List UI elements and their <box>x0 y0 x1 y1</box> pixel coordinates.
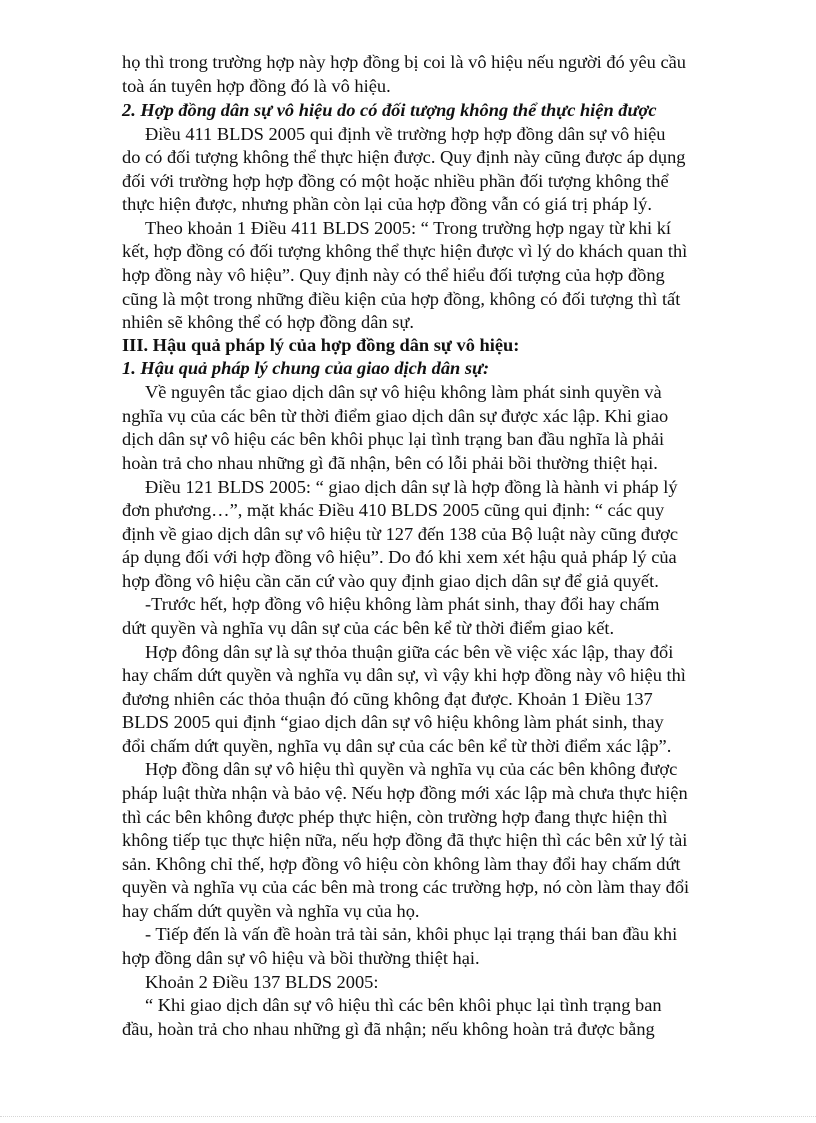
text-line: Điều 411 BLDS 2005 qui định về trường hợp hợp đồng dân sự vô hiệu <box>145 124 666 144</box>
section-heading: 2. Hợp đồng dân sự vô hiệu do có đối tượng không thể thực hiện được <box>122 100 657 120</box>
text-line: thực hiện được, nhưng phần còn lại của hợp đồng vẫn có giá trị pháp lý. <box>122 194 652 214</box>
text-line: hợp đồng vô hiệu cần căn cứ vào quy định giao dịch dân sự để giả quyết. <box>122 571 659 591</box>
text-line: dịch dân sự vô hiệu các bên khôi phục lại tình trạng ban đầu nghĩa là phải <box>122 429 665 449</box>
text-line: sản. Không chỉ thế, hợp đồng vô hiệu còn không làm thay đổi hay chấm dứt <box>122 854 681 874</box>
text-line: đơn phương…”, mặt khác Điều 410 BLDS 2005 cũng qui định: “ các quy <box>122 500 665 520</box>
text-line: đối với trường hợp hợp đồng có một hoặc nhiều phần đối tượng không thể <box>122 171 669 191</box>
text-line: Khoản 2 Điều 137 BLDS 2005: <box>145 972 379 992</box>
text-line: họ thì trong trường hợp này hợp đồng bị coi là vô hiệu nếu người đó yêu cầu <box>122 52 686 72</box>
text-line: kết, hợp đồng có đối tượng không thể thực hiện được vì lý do khách quan thì <box>122 241 688 261</box>
text-line: - Tiếp đến là vấn đề hoàn trả tài sản, khôi phục lại trạng thái ban đầu khi <box>145 924 678 944</box>
text-line: đương nhiên các thỏa thuận đó cũng không đạt được. Khoản 1 Điều 137 <box>122 689 653 709</box>
text-line: Về nguyên tắc giao dịch dân sự vô hiệu không làm phát sinh quyền và <box>145 382 662 402</box>
text-line: Điều 121 BLDS 2005: “ giao dịch dân sự là hợp đồng là hành vi pháp lý <box>145 477 678 497</box>
text-line: -Trước hết, hợp đồng vô hiệu không làm phát sinh, thay đổi hay chấm <box>145 594 660 614</box>
text-line: toà án tuyên hợp đồng đó là vô hiệu. <box>122 76 391 96</box>
text-line: quyền và nghĩa vụ của các bên mà trong các trường hợp, nó còn làm thay đổi <box>122 877 690 897</box>
text-line: BLDS 2005 qui định “giao dịch dân sự vô hiệu không làm phát sinh, thay <box>122 712 664 732</box>
text-line: pháp luật thừa nhận và bảo vệ. Nếu hợp đồng mới xác lập mà chưa thực hiện <box>122 783 688 803</box>
text-line: nhiên sẽ không thể có hợp đồng dân sự. <box>122 312 414 332</box>
text-line: “ Khi giao dịch dân sự vô hiệu thì các bên khôi phục lại tình trạng ban <box>145 995 662 1015</box>
text-line: hoàn trả cho nhau những gì đã nhận, bên có lỗi phải bồi thường thiệt hại. <box>122 453 658 473</box>
text-line: dứt quyền và nghĩa vụ dân sự của các bên kể từ thời điểm giao kết. <box>122 618 615 638</box>
text-line: định về giao dịch dân sự vô hiệu từ 127 đến 138 của Bộ luật này cũng được <box>122 524 678 544</box>
page-bottom-rule <box>0 1116 816 1117</box>
section-heading: 1. Hậu quả pháp lý chung của giao dịch dân sự: <box>122 358 490 378</box>
text-line: hợp đồng dân sự vô hiệu và bồi thường thiệt hại. <box>122 948 480 968</box>
chapter-heading: III. Hậu quả pháp lý của hợp đồng dân sự vô hiệu: <box>122 335 520 355</box>
text-line: hay chấm dứt quyền và nghĩa vụ dân sự, vì vậy khi hợp đồng này vô hiệu thì <box>122 665 686 685</box>
text-line: Hợp đông dân sự là sự thỏa thuận giữa các bên về việc xác lập, thay đổi <box>145 642 674 662</box>
text-line: Theo khoản 1 Điều 411 BLDS 2005: “ Trong trường hợp ngay từ khi kí <box>145 218 672 238</box>
text-line: nghĩa vụ của các bên từ thời điểm giao dịch dân sự được xác lập. Khi giao <box>122 406 669 426</box>
text-line: cũng là một trong những điều kiện của hợp đồng, không có đối tượng thì tất <box>122 289 681 309</box>
text-line: đổi chấm dứt quyền, nghĩa vụ dân sự của các bên kể từ thời điểm xác lập”. <box>122 736 672 756</box>
text-line: Hợp đồng dân sự vô hiệu thì quyền và nghĩa vụ của các bên không được <box>145 759 678 779</box>
text-line: áp dụng đối với hợp đồng vô hiệu”. Do đó khi xem xét hậu quả pháp lý của <box>122 547 677 567</box>
text-line: không tiếp tục thực hiện nữa, nếu hợp đồng đã thực hiện thì các bên xử lý tài <box>122 830 688 850</box>
text-line: hợp đồng này vô hiệu”. Quy định này có thể hiểu đối tượng của hợp đồng <box>122 265 665 285</box>
text-line: do có đối tượng không thể thực hiện được. Quy định này cũng được áp dụng <box>122 147 686 167</box>
text-line: đầu, hoàn trả cho nhau những gì đã nhận; nếu không hoàn trả được bằng <box>122 1019 655 1039</box>
text-line: thì các bên không được phép thực hiện, còn trường hợp đang thực hiện thì <box>122 807 668 827</box>
text-line: hay chấm dứt quyền và nghĩa vụ của họ. <box>122 901 420 921</box>
